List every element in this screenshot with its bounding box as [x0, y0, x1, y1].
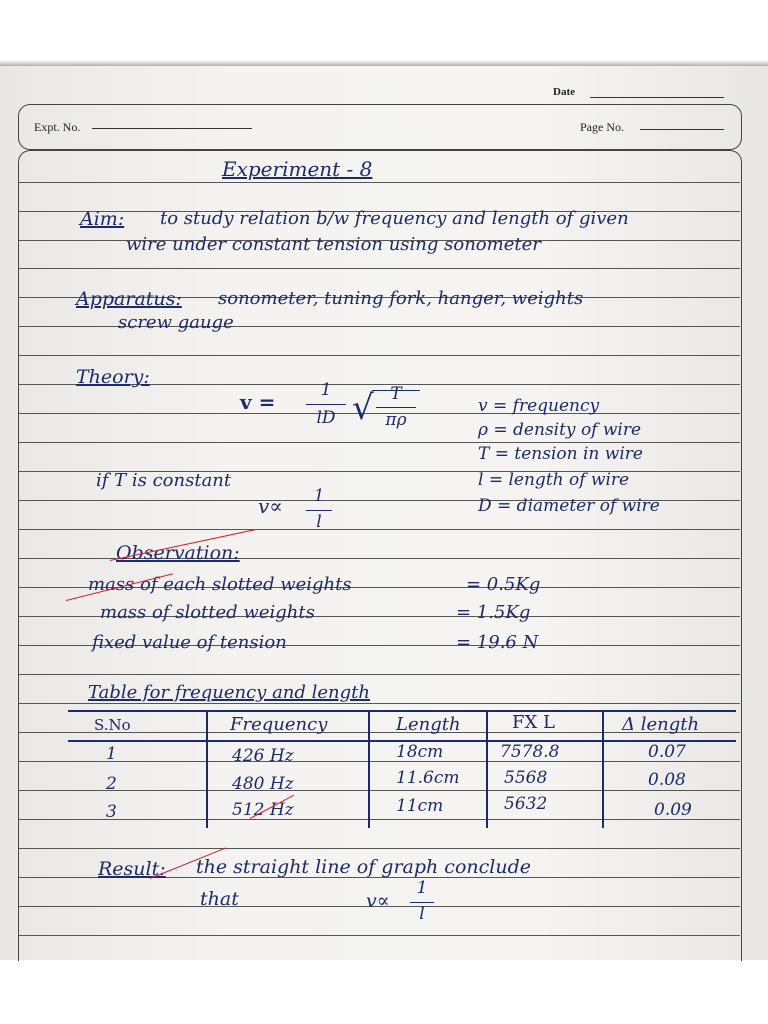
sqrt-numerator: T — [390, 384, 402, 404]
aim-line-1: to study relation b/w frequency and length of given — [160, 208, 629, 229]
table-col-divider-2 — [368, 712, 370, 828]
sqrt-symbol: √ — [352, 388, 374, 428]
expt-no-field — [92, 128, 252, 129]
observation-row-3: fixed value of tension — [92, 632, 287, 653]
proportional-denominator: l — [316, 512, 322, 532]
legend-diameter: D = diameter of wire — [478, 496, 660, 516]
result-label: Result: — [98, 858, 166, 880]
table-row-3-length: 11cm — [396, 796, 444, 816]
table-header-sno: S.No — [94, 716, 131, 734]
table-row-3-frequency: 512 Hz — [232, 800, 294, 820]
result-proportional-numerator: 1 — [416, 878, 428, 898]
table-header-fxl: FX L — [512, 712, 555, 733]
table-row-2-delta: 0.08 — [648, 770, 686, 790]
desk-shadow — [0, 0, 768, 70]
legend-length: l = length of wire — [478, 470, 630, 490]
formula-fraction-bar — [306, 404, 346, 405]
result-line-1: the straight line of graph conclude — [196, 856, 531, 878]
sqrt-denominator: πρ — [385, 410, 407, 430]
table-row-3-delta: 0.09 — [654, 800, 692, 820]
header-box — [18, 104, 742, 150]
experiment-title: Experiment - 8 — [222, 157, 373, 181]
table-header-delta-length: Δ length — [622, 714, 700, 735]
table-row-1-fxl: 7578.8 — [500, 742, 560, 762]
expt-no-label: Expt. No. — [34, 120, 81, 134]
observation-row-2: mass of slotted weights — [100, 602, 315, 623]
table-col-divider-1 — [206, 710, 208, 828]
date-label: Date — [553, 86, 575, 98]
aim-line-2: wire under constant tension using sonometer — [126, 234, 541, 255]
table-row-1-sno: 1 — [106, 744, 117, 764]
result-line-2: that — [200, 888, 239, 910]
proportional-lhs: v∝ — [258, 494, 283, 518]
apparatus-line-1: sonometer, tuning fork, hanger, weights — [218, 288, 584, 309]
table-title: Table for frequency and length — [88, 682, 370, 703]
table-row-2-frequency: 480 Hz — [232, 774, 294, 794]
formula-denominator: lD — [316, 408, 336, 428]
constant-condition: if T is constant — [96, 470, 232, 491]
formula-numerator: 1 — [320, 380, 332, 400]
observation-value-1: = 0.5Kg — [466, 574, 541, 595]
page-no-label: Page No. — [580, 120, 624, 134]
table-header-length: Length — [396, 714, 461, 735]
table-row-2-sno: 2 — [106, 774, 117, 794]
table-row-2-length: 11.6cm — [396, 768, 460, 788]
table-col-divider-3 — [486, 712, 488, 828]
table-row-3-fxl: 5632 — [504, 794, 548, 814]
observation-value-3: = 19.6 N — [456, 632, 539, 653]
table-top-rule — [68, 710, 736, 712]
table-row-1-length: 18cm — [396, 742, 444, 762]
table-row-3-sno: 3 — [106, 802, 117, 822]
formula-lhs: v = — [240, 390, 276, 414]
background — [0, 960, 768, 1024]
observation-value-2: = 1.5Kg — [456, 602, 531, 623]
proportional-fraction-bar — [306, 510, 332, 511]
table-col-divider-4 — [602, 712, 604, 828]
date-field — [590, 97, 724, 98]
legend-frequency: v = frequency — [478, 396, 600, 416]
apparatus-line-2: screw gauge — [118, 312, 234, 333]
proportional-numerator: 1 — [313, 486, 325, 506]
observation-label: Observation: — [116, 542, 240, 564]
aim-label: Aim: — [80, 208, 125, 230]
theory-label: Theory: — [76, 366, 150, 388]
observation-row-1: mass of each slotted weights — [88, 574, 352, 595]
table-row-1-frequency: 426 Hz — [232, 746, 294, 766]
result-proportional-denominator: l — [419, 904, 425, 924]
page-no-field — [640, 129, 724, 130]
table-header-frequency: Frequency — [230, 714, 328, 735]
legend-density: ρ = density of wire — [478, 420, 642, 440]
sqrt-fraction-bar — [376, 407, 416, 408]
table-row-1-delta: 0.07 — [648, 742, 686, 762]
apparatus-label: Apparatus: — [76, 288, 182, 310]
result-proportional-fraction-bar — [410, 902, 434, 903]
result-proportional-lhs: v∝ — [366, 890, 390, 912]
legend-tension: T = tension in wire — [478, 444, 643, 464]
table-row-2-fxl: 5568 — [504, 768, 548, 788]
